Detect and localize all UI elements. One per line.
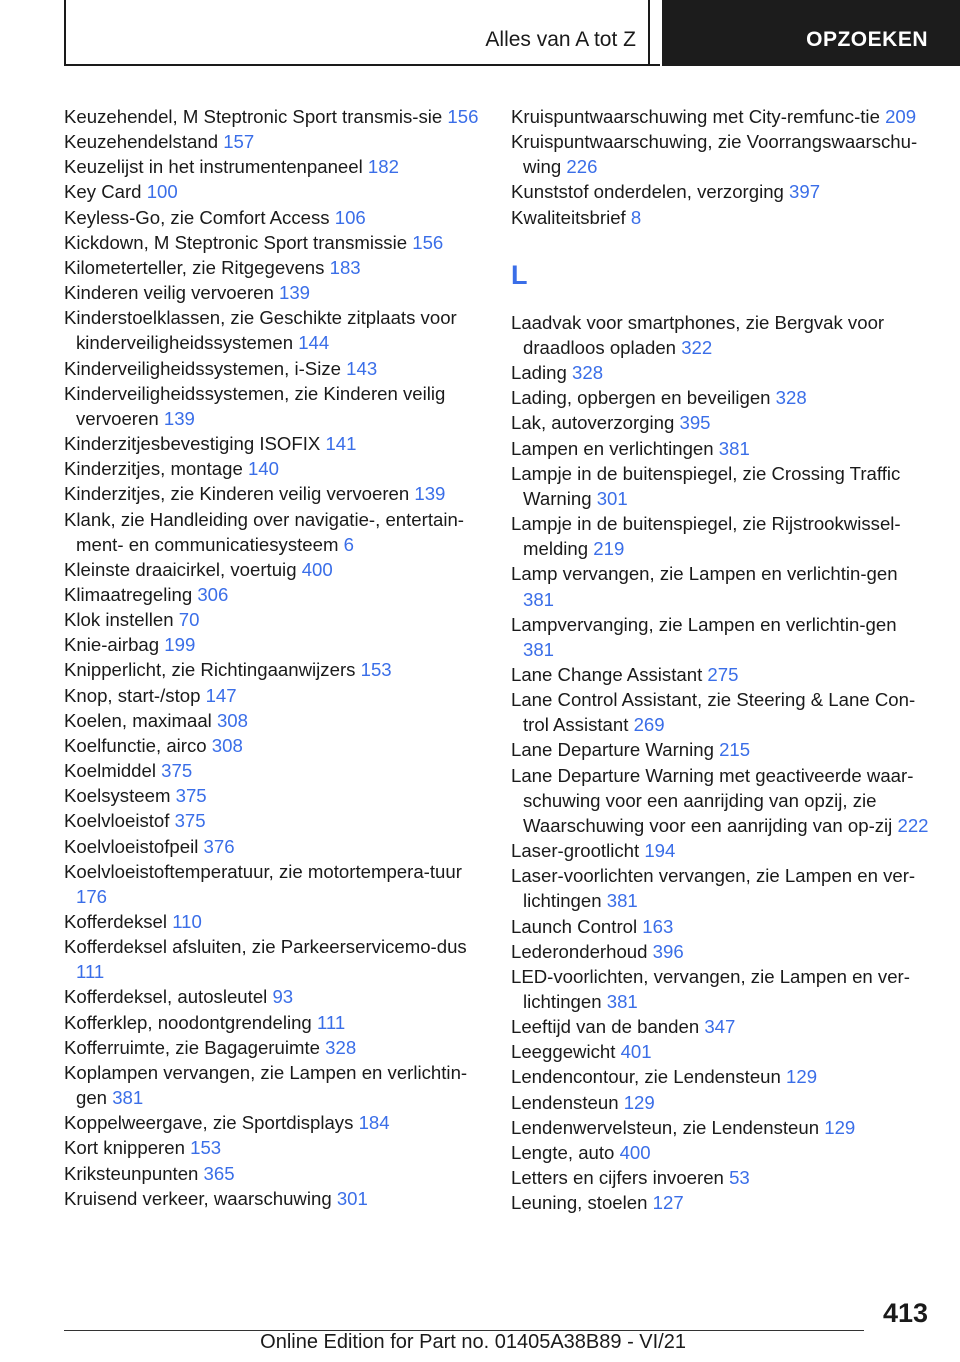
index-entry-text: Koelmiddel	[64, 760, 162, 782]
index-entry-text: Klok instellen	[64, 609, 179, 631]
index-entry	[511, 964, 931, 1014]
page-reference-link[interactable]: 139	[278, 282, 311, 304]
index-entry	[511, 1064, 931, 1089]
index-entry	[64, 356, 494, 381]
page-reference-link[interactable]: 199	[164, 634, 196, 656]
index-entry	[511, 205, 931, 230]
page-reference-link[interactable]: 219	[593, 538, 625, 560]
page-reference-link[interactable]: 306	[197, 583, 229, 605]
index-entry-text: Kruispuntwaarschuwing met City-remfunc-tie	[511, 106, 886, 127]
index-entry	[64, 632, 494, 657]
index-entry	[511, 385, 931, 410]
index-entry-text: Lane Departure Warning met geactiveerde waar-schuwing voor een aanrijding van opzij, zie Waarschuwing voor een aanrijding van op-zij	[511, 764, 914, 836]
index-entry	[64, 104, 494, 129]
index-entry	[511, 914, 931, 939]
index-entry-text: Kunststof onderdelen, verzorging	[511, 181, 790, 203]
index-entry-text: Lendencontour, zie Lendensteun	[511, 1066, 787, 1088]
index-entry-text: Keyless-Go, zie Comfort Access	[64, 206, 335, 228]
page-reference-link[interactable]: 397	[789, 181, 821, 203]
index-column-left	[64, 104, 494, 1211]
page-reference-link[interactable]: 222	[897, 814, 929, 836]
index-entry	[64, 1161, 494, 1186]
page-reference-link[interactable]: 215	[719, 739, 751, 761]
index-entry-text: Launch Control	[511, 915, 643, 937]
index-entry	[64, 1035, 494, 1060]
page-reference-link[interactable]: 381	[606, 890, 638, 912]
index-entry-text: Lampje in de buitenspiegel, zie Crossing Traffic Warning	[511, 462, 901, 509]
page-reference-link[interactable]: 269	[633, 714, 665, 736]
index-entry-text: Lampvervanging, zie Lampen en verlichtin-gen	[511, 613, 897, 635]
page-reference-link[interactable]: 375	[175, 785, 207, 807]
page-reference-link[interactable]: 53	[729, 1167, 750, 1189]
index-entry-text: Lane Control Assistant, zie Steering & Lane Con-trol Assistant	[511, 689, 916, 736]
page-reference-link[interactable]: 396	[652, 940, 684, 962]
index-entry-text: Kort knipperen	[64, 1137, 191, 1159]
page-reference-link[interactable]: 157	[223, 131, 255, 153]
index-entry-text: Knop, start-/stop	[64, 684, 206, 706]
index-entry-text: Koelen, maximaal	[64, 709, 217, 731]
index-entry	[511, 561, 931, 611]
page-reference-link[interactable]: 322	[681, 336, 713, 358]
index-entry	[64, 179, 494, 204]
page-reference-link[interactable]: 381	[718, 437, 750, 459]
index-entry	[64, 909, 494, 934]
index-entry-text: Lendensteun	[511, 1091, 624, 1113]
index-letter-heading: L	[511, 259, 528, 290]
section-title: Alles van A tot Z	[485, 28, 636, 51]
index-entry	[64, 154, 494, 179]
page-reference-link[interactable]: 381	[523, 588, 555, 610]
page-reference-link[interactable]: 328	[325, 1036, 357, 1058]
page-reference-link[interactable]: 381	[112, 1087, 144, 1109]
index-entry	[64, 733, 494, 758]
index-entry	[64, 230, 494, 255]
index-entry-text: Kinderveiligheidssystemen, zie Kinderen veilig vervoeren	[64, 382, 446, 429]
page-reference-link[interactable]: 400	[301, 558, 333, 580]
page-reference-link[interactable]: 143	[346, 357, 378, 379]
page-reference-link[interactable]: 153	[190, 1137, 222, 1159]
index-entry-text: Koelvloeistofpeil	[64, 835, 204, 857]
page-reference-link[interactable]: 156	[447, 106, 479, 127]
index-entry-text: Kruispuntwaarschuwing, zie Voorrangswaarschu-wing	[511, 131, 918, 178]
index-entry	[511, 1039, 931, 1064]
index-entry-text: Klimaatregeling	[64, 583, 198, 605]
index-entry-text: Koelsysteem	[64, 785, 176, 807]
index-entry	[511, 939, 931, 964]
page-reference-link[interactable]: 184	[358, 1112, 390, 1134]
index-entry-text: LED-voorlichten, vervangen, zie Lampen en ver-lichtingen	[511, 965, 910, 1012]
index-group-k	[511, 104, 931, 230]
index-entry	[511, 436, 931, 461]
index-entry-text: Keuzelijst in het instrumentenpaneel	[64, 156, 368, 178]
index-entry	[511, 179, 931, 204]
index-entry-text: Kleinste draaicirkel, voertuig	[64, 558, 302, 580]
index-entry-text: Kinderzitjesbevestiging ISOFIX	[64, 433, 326, 455]
page-reference-link[interactable]: 347	[704, 1016, 736, 1038]
page-reference-link[interactable]: 376	[203, 835, 235, 857]
index-entry	[64, 834, 494, 859]
index-entry-text: Laser-grootlicht	[511, 840, 645, 862]
page-header	[0, 0, 960, 66]
index-entry-text: Klank, zie Handleiding over navigatie-, entertain-ment- en communicatiesysteem	[64, 508, 464, 555]
index-entry-text: Letters en cijfers invoeren	[511, 1167, 730, 1189]
page-reference-link[interactable]: 375	[161, 760, 193, 782]
index-entry	[511, 461, 931, 511]
index-entry-text: Leuning, stoelen	[511, 1192, 653, 1214]
index-entry	[511, 410, 931, 435]
index-entry	[64, 859, 494, 909]
index-entry	[511, 612, 931, 662]
index-entry-text: Kofferdeksel	[64, 911, 173, 932]
index-entry-text: Knie-airbag	[64, 634, 165, 656]
index-entry	[511, 763, 931, 838]
index-entry	[64, 607, 494, 632]
page-reference-link[interactable]: 140	[247, 458, 279, 480]
index-entry-text: Lampen en verlichtingen	[511, 437, 719, 459]
page-reference-link[interactable]: 139	[414, 483, 446, 505]
index-entry	[511, 838, 931, 863]
page-reference-link[interactable]: 400	[619, 1141, 651, 1163]
page-reference-link[interactable]: 182	[367, 156, 399, 178]
index-entry-text: Kinderzitjes, montage	[64, 458, 248, 480]
index-entry-text: Lendenwervelsteun, zie Lendensteun	[511, 1116, 825, 1138]
page-reference-link[interactable]: 194	[644, 840, 676, 862]
index-entry	[64, 481, 494, 506]
page-reference-link[interactable]: 147	[205, 684, 237, 706]
index-entry	[511, 511, 931, 561]
index-entry-text: Kickdown, M Steptronic Sport transmissie	[64, 231, 413, 253]
index-entry-text: Kinderzitjes, zie Kinderen veilig vervoeren	[64, 483, 415, 505]
index-entry	[511, 687, 931, 737]
index-entry	[64, 205, 494, 230]
index-entry	[511, 1115, 931, 1140]
index-entry	[511, 1165, 931, 1190]
page-reference-link[interactable]: 144	[298, 332, 330, 354]
page-reference-link[interactable]: 111	[316, 1011, 346, 1033]
page-reference-link[interactable]: 129	[824, 1116, 856, 1138]
index-entry-text: Lak, autoverzorging	[511, 412, 680, 434]
page-reference-link[interactable]: 308	[216, 709, 248, 731]
index-entry-text: Koelvloeistoftemperatuur, zie motortempera-tuur	[64, 860, 462, 882]
index-entry	[511, 737, 931, 762]
footer-edition: Online Edition for Part no. 01405A38B89 - VI/21	[260, 1331, 686, 1353]
index-entry-text: Keuzehendelstand	[64, 131, 224, 153]
header-divider	[648, 0, 650, 64]
index-entry	[64, 129, 494, 154]
index-entry	[511, 360, 931, 385]
index-entry-text: Keuzehendel, M Steptronic Sport transmis-sie	[64, 106, 448, 127]
index-group-l	[511, 310, 931, 1216]
index-entry-text: Kofferdeksel, autosleutel	[64, 986, 273, 1008]
index-entry	[64, 708, 494, 733]
index-entry-text: Key Card	[64, 181, 147, 203]
index-entry	[64, 783, 494, 808]
index-entry-text: Koelfunctie, airco	[64, 734, 212, 756]
index-entry-text: Lampje in de buitenspiegel, zie Rijstrookwissel-melding	[511, 513, 901, 560]
index-entry-text: Kinderstoelklassen, zie Geschikte zitplaats voor kinderveiligheidssystemen	[64, 307, 457, 354]
page-reference-link[interactable]: 156	[412, 231, 444, 253]
page-reference-link[interactable]: 401	[620, 1041, 652, 1063]
header-left-rule	[64, 0, 66, 64]
page-reference-link[interactable]: 129	[623, 1091, 655, 1113]
page-reference-link[interactable]: 308	[211, 734, 243, 756]
index-entry-text: Knipperlicht, zie Richtingaanwijzers	[64, 659, 361, 681]
page-reference-link[interactable]: 163	[642, 915, 674, 937]
index-entry	[64, 758, 494, 783]
page-reference-link[interactable]: 111	[76, 961, 105, 983]
index-entry	[64, 456, 494, 481]
page-reference-link[interactable]: 226	[566, 156, 598, 178]
index-entry	[511, 662, 931, 687]
index-entry-text: Laadvak voor smartphones, zie Bergvak voor draadloos opladen	[511, 311, 885, 358]
index-entry	[511, 129, 931, 179]
page-reference-link[interactable]: 275	[707, 663, 739, 685]
index-entry	[64, 507, 494, 557]
index-entry-text: Kofferruimte, zie Bagageruimte	[64, 1036, 326, 1058]
index-entry	[511, 1140, 931, 1165]
page-reference-link[interactable]: 139	[163, 407, 195, 429]
page-reference-link[interactable]: 301	[596, 487, 628, 509]
page-reference-link[interactable]: 127	[652, 1192, 684, 1214]
index-column-right	[511, 104, 931, 1215]
page-reference-link[interactable]: 6	[343, 533, 354, 555]
index-entry-text: Kinderveiligheidssystemen, i-Size	[64, 357, 347, 379]
page-reference-link[interactable]: 106	[334, 206, 366, 228]
index-entry	[64, 1110, 494, 1135]
page-reference-link[interactable]: 375	[174, 810, 206, 832]
index-entry	[64, 280, 494, 305]
index-entry	[64, 657, 494, 682]
tab-label: OPZOEKEN	[806, 28, 928, 51]
page-reference-link[interactable]: 110	[172, 911, 202, 932]
page-reference-link[interactable]: 381	[523, 638, 555, 660]
page-reference-link[interactable]: 365	[203, 1162, 235, 1184]
index-entry	[64, 1135, 494, 1160]
index-entry-text: Koplampen vervangen, zie Lampen en verlichtin-gen	[64, 1061, 468, 1109]
index-entry-text: Kruisend verkeer, waarschuwing	[64, 1187, 337, 1209]
index-entry-text: Koelvloeistof	[64, 810, 175, 832]
page-reference-link[interactable]: 301	[336, 1187, 368, 1209]
page-reference-link[interactable]: 183	[329, 256, 361, 278]
index-entry-text: Kriksteunpunten	[64, 1162, 204, 1184]
index-entry	[64, 381, 494, 431]
index-entry	[511, 310, 931, 360]
index-entry	[64, 1186, 494, 1211]
page-reference-link[interactable]: 328	[572, 362, 604, 384]
page-reference-link[interactable]: 100	[146, 181, 178, 203]
page-reference-link[interactable]: 93	[272, 986, 294, 1008]
index-entry	[511, 1014, 931, 1039]
index-entry	[64, 1010, 494, 1035]
index-entry-text: Kinderen veilig vervoeren	[64, 282, 279, 304]
index-entry	[511, 104, 931, 129]
index-entry	[64, 431, 494, 456]
index-entry-text: Kofferdeksel afsluiten, zie Parkeerservicemo-dus	[64, 936, 467, 958]
index-entry-text: Lamp vervangen, zie Lampen en verlichtin-gen	[511, 563, 898, 585]
index-entry-text: Leeggewicht	[511, 1041, 621, 1063]
page-reference-link[interactable]: 209	[885, 106, 917, 127]
index-entry	[64, 582, 494, 607]
page-reference-link[interactable]: 141	[325, 433, 357, 455]
index-entry-text: Lane Departure Warning	[511, 739, 720, 761]
index-entry	[64, 557, 494, 582]
tab-opzoeken[interactable]	[662, 0, 960, 66]
index-entry	[64, 1060, 494, 1110]
index-entry	[64, 934, 494, 984]
page-number: 413	[882, 1298, 928, 1328]
index-entry-text: Lane Change Assistant	[511, 663, 708, 685]
page-reference-link[interactable]: 381	[606, 991, 638, 1012]
index-entry-text: Lederonderhoud	[511, 940, 653, 962]
page-reference-link[interactable]: 328	[775, 387, 807, 409]
index-entry-text: Leeftijd van de banden	[511, 1016, 705, 1038]
page-reference-link[interactable]: 176	[76, 885, 108, 907]
index-entry	[64, 255, 494, 280]
index-entry-text: Kwaliteitsbrief	[511, 206, 631, 228]
page-reference-link[interactable]: 153	[360, 659, 392, 681]
index-entry-text: Lengte, auto	[511, 1141, 620, 1163]
index-entry	[511, 1090, 931, 1115]
index-entry	[64, 984, 494, 1009]
page-reference-link[interactable]: 395	[679, 412, 711, 434]
index-entry	[64, 683, 494, 708]
page-reference-link[interactable]: 70	[178, 609, 200, 631]
index-entry	[511, 1190, 931, 1215]
index-entry	[64, 808, 494, 833]
index-entry-text: Koppelweergave, zie Sportdisplays	[64, 1112, 359, 1134]
header-bottom-rule	[64, 64, 660, 66]
page-reference-link[interactable]: 129	[786, 1066, 818, 1088]
index-entry-text: Laser-voorlichten vervangen, zie Lampen en ver-lichtingen	[511, 865, 916, 912]
index-entry-text: Kilometerteller, zie Ritgegevens	[64, 256, 330, 278]
index-entry-text: Lading, opbergen en beveiligen	[511, 387, 776, 409]
index-entry	[511, 863, 931, 913]
page-reference-link[interactable]: 8	[630, 206, 642, 228]
index-entry-text: Kofferklep, noodontgrendeling	[64, 1011, 317, 1033]
index-entry	[64, 305, 494, 355]
index-entry-text: Lading	[511, 362, 573, 384]
